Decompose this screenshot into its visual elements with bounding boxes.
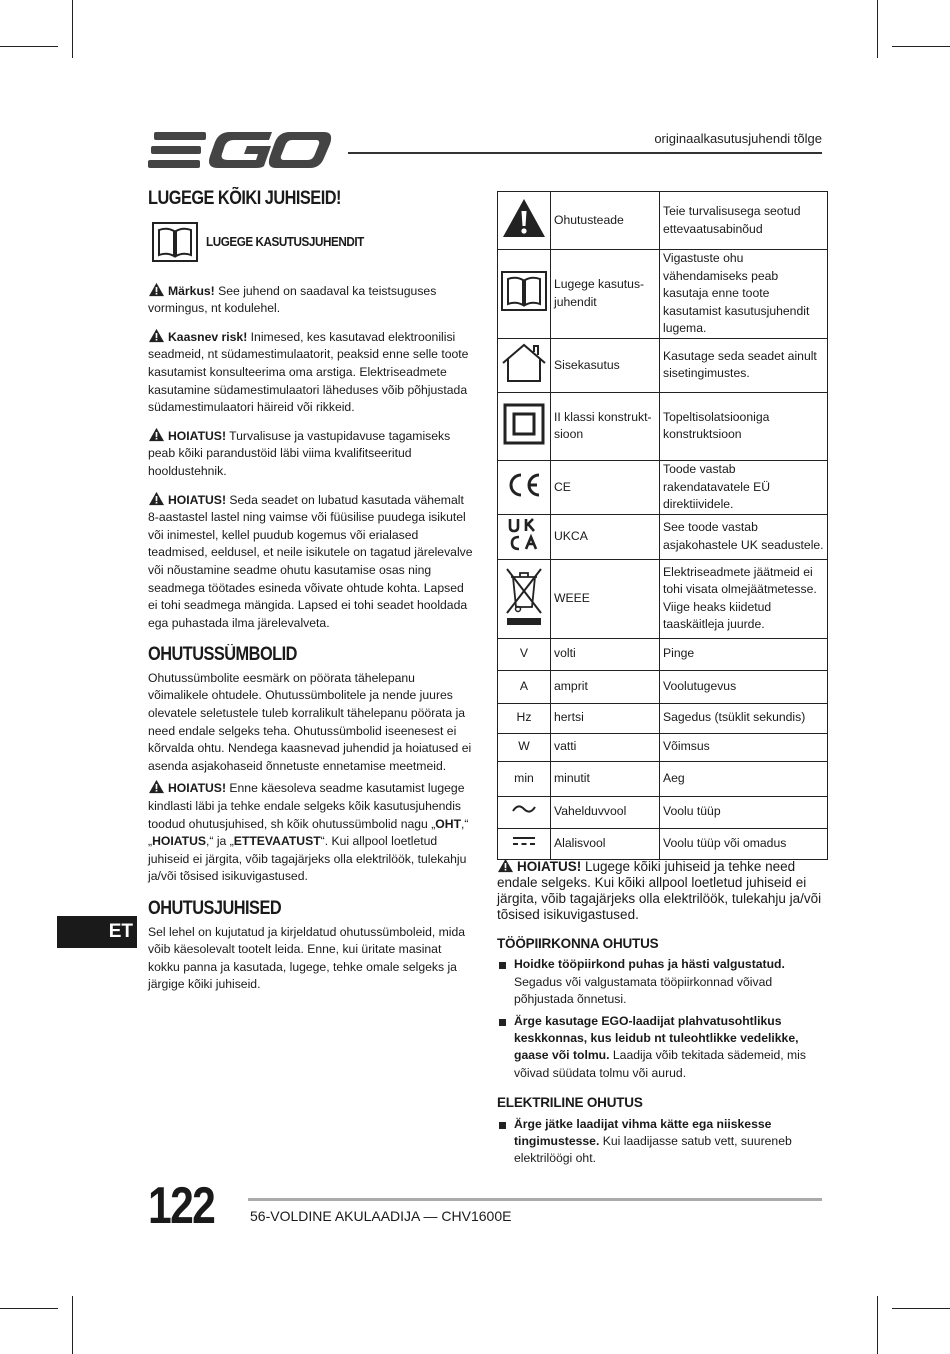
symbol-name: WEEE — [551, 559, 660, 638]
unit-symbol: V — [498, 638, 551, 670]
crop-mark — [72, 1296, 73, 1354]
ukca-icon — [506, 517, 542, 551]
warning-text: Seda seadet on lubatud kasutada vähemalt 8-aastastel lastel ning vaimse või füüsilise puudega isikutel või inimestel, kellel puudub kogemus või erialased teadmised, eeldusel, et neile isikutele on tagatud järelevalve või nõustamine seadme ohutu kasutamise osas ning seadmega töötades esineda võivate ohtude kohta. Lapsed ei tohi seadmega mängida. Lapsed ei tohi seadet hooldada ega puhastada ilma järelevalveta. — [148, 492, 473, 630]
symbol-desc: Pinge — [660, 638, 828, 670]
table-row — [498, 338, 828, 392]
symbol-name: Alalisvool — [551, 828, 660, 859]
icon-cell — [498, 796, 551, 828]
crop-mark — [877, 0, 878, 58]
note-text: See juhend on saadaval ka teistsuguses vormingus, nt kodulehel. — [148, 283, 437, 316]
symbol-desc: See toode vastab asjakohastele UK seadustele. — [660, 514, 828, 559]
symbol-desc: Voolutugevus — [660, 670, 828, 703]
instructions-paragraph: Sel lehel on kujutatud ja kirjeldatud ohutussümboleid, mida võib käesolevalt tootelt leida. Enne, kui üritate masinat kokku panna ja kasutada, lugege, tehke omale selgeks ja järgige kõiki juhiseid. — [148, 924, 466, 992]
symbol-name: Vahelduvvool — [551, 796, 660, 828]
manual-icon — [501, 271, 547, 311]
symbol-name: CE — [551, 460, 660, 514]
symbol-desc: Vigastuste ohu vähendamiseks peab kasutaja enne toote kasutamist kasutusjuhendit lugema. — [660, 250, 828, 339]
icon-cell — [498, 828, 551, 859]
read-all-title: LUGEGE KÕIKI JUHISEID! — [148, 188, 341, 209]
oht-term: OHT — [435, 816, 462, 831]
warning-paragraph-2 — [148, 491, 476, 633]
dc-icon — [512, 835, 536, 847]
header-subtitle: originaalkasutusjuhendi tõlge — [654, 131, 822, 146]
warning-text: Lugege kõiki juhiseid ja tehke need endale selgeks. Kui kõiki allpool loetletud juhiseid ei järgita, võib tagajärjeks olla elektrilöök, tulekahju ja/või tõsised isikuvigastused. — [497, 859, 822, 922]
symbols-title: OHUTUSSÜMBOLID — [148, 644, 297, 666]
icon-cell — [498, 559, 551, 638]
page-number: 122 — [148, 1177, 215, 1235]
work-area-title: TÖÖPIIRKONNA OHUTUS — [497, 936, 659, 951]
warning-bold: HOIATUS! — [168, 492, 226, 507]
icon-cell — [498, 514, 551, 559]
warning-paragraph-1 — [148, 427, 476, 481]
warning-text: Enne käesoleva seadme kasutamist lugege kindlasti läbi ja tehke endale selgeks kõik kasutusjuhendis toodud ohutusjuhised, sh kõik ohutussümbolid nagu „ — [148, 781, 465, 831]
table-row — [498, 796, 828, 828]
symbol-name: amprit — [551, 670, 660, 703]
separator: ,“ „ — [148, 816, 469, 849]
icon-cell — [498, 392, 551, 460]
warning-text: “. Kui allpool loetletud juhiseid ei järgita, võib tagajärjeks olla elektrilöök, tulekahju ja/või tõsised isikuvigastused. — [148, 834, 467, 884]
crop-mark — [892, 46, 950, 47]
risk-paragraph — [148, 328, 476, 417]
table-row — [498, 460, 828, 514]
unit-symbol: min — [498, 761, 551, 796]
ac-icon — [511, 802, 537, 816]
symbol-name: hertsi — [551, 703, 660, 733]
footer-rule — [248, 1198, 822, 1201]
warning-icon — [497, 858, 514, 873]
bullet — [499, 1019, 506, 1026]
table-row — [498, 514, 828, 559]
symbol-desc: Elektriseadmete jäätmeid ei tohi visata olmejäätmetesse. Viige heaks kiidetud taaskäitleja juurde. — [660, 559, 828, 638]
table-row — [498, 828, 828, 859]
item-bold: Ärge kasutage EGO-laadijat plahvatusohtlikus keskkonnas, kus leidub nt tuleohtlikke vedelikke, gaase või tolmu. — [514, 1013, 799, 1063]
warning-icon — [148, 427, 165, 442]
crop-mark — [877, 1296, 878, 1354]
class2-icon — [503, 403, 545, 445]
item-bold: Ärge jätke laadijat vihma kätte ega niiskesse tingimustesse. — [514, 1116, 772, 1149]
symbol-desc: Aeg — [660, 761, 828, 796]
item-text: Laadija võib tekitada sädemeid, mis võivad süüdata tolmu või aurud. — [514, 1048, 806, 1080]
symbol-name: vatti — [551, 733, 660, 761]
symbol-desc: Teie turvalisusega seotud ettevaatusabinõud — [660, 192, 828, 250]
item-text: Kui laadijasse satub vett, suureneb elektrilöögi oht. — [514, 1134, 792, 1166]
left-column — [148, 190, 476, 1004]
weee-icon — [503, 565, 545, 627]
symbol-desc: Topeltisolatsiooniga konstruktsioon — [660, 392, 828, 460]
warning-paragraph-3 — [148, 779, 476, 886]
ce-icon — [506, 472, 542, 498]
crop-mark — [72, 0, 73, 58]
ego-logo — [148, 128, 332, 172]
table-row — [498, 250, 828, 339]
note-paragraph — [148, 282, 476, 318]
symbol-name: Sisekasutus — [551, 338, 660, 392]
list-item — [497, 956, 828, 1008]
house-icon — [500, 342, 548, 384]
unit-symbol: Hz — [498, 703, 551, 733]
risk-bold: Kaasnev risk! — [168, 329, 248, 344]
symbols-paragraph: Ohutussümbolite eesmärk on pöörata tähelepanu võimalikele ohtudele. Ohutussümbolitele ja nende juures olevatele seletustele tuleb korralikult tähelepanu pöörata ja need endale selgeks teha. Ohutussümbolid iseenesest ei kõrvalda ohtu. Nendega kaasnevad juhendid ja hoiatused ei asenda asjakohaseid õnnetuste ennetamise meetmeid. — [148, 670, 472, 773]
icon-cell — [498, 338, 551, 392]
separator: ,“ ja „ — [206, 834, 234, 849]
symbol-name: Lugege kasutus-juhendit — [551, 250, 660, 339]
hoiatus-term: HOIATUS — [152, 834, 207, 849]
electrical-title: ELEKTRILINE OHUTUS — [497, 1095, 643, 1111]
manual-label: LUGEGE KASUTUSJUHENDIT — [206, 233, 364, 249]
crop-mark — [0, 46, 58, 47]
bullet — [499, 962, 506, 969]
unit-symbol: A — [498, 670, 551, 703]
symbol-desc: Toode vastab rakendatavatele EÜ direktiividele. — [660, 460, 828, 514]
symbol-desc: Võimsus — [660, 733, 828, 761]
symbol-desc: Sagedus (tsüklit sekundis) — [660, 703, 828, 733]
list-item — [497, 1116, 828, 1168]
note-bold: Märkus! — [168, 283, 215, 298]
symbol-name: minutit — [551, 761, 660, 796]
footer-product: 56-VOLDINE AKULAADIJA — CHV1600E — [250, 1208, 512, 1224]
bullet — [499, 1122, 506, 1129]
table-row — [498, 192, 828, 250]
warning-icon — [148, 282, 165, 297]
warning-bold: HOIATUS! — [168, 781, 226, 796]
crop-mark — [0, 1308, 58, 1309]
risk-text: Inimesed, kes kasutavad elektroonilisi seadmeid, nt südamestimulaatorit, peaksid enne selle toote kasutamist konsulteerima oma arstiga. Elektriseadmete kasutamine südamestimulaatori läheduses võib põhjustada südamestimulaatori häireid või rikkeid. — [148, 329, 469, 415]
symbol-name: volti — [551, 638, 660, 670]
warning-bold: HOIATUS! — [517, 859, 582, 874]
symbol-name: UKCA — [551, 514, 660, 559]
manual-row — [152, 222, 476, 262]
ettevaatust-term: ETTEVAATUST — [233, 834, 321, 849]
right-warning-paragraph — [497, 858, 828, 923]
list-item — [497, 1013, 828, 1083]
table-row — [498, 638, 828, 670]
warning-icon — [501, 197, 547, 239]
symbol-name: II klassi konstrukt-sioon — [551, 392, 660, 460]
table-row — [498, 392, 828, 460]
table-row — [498, 761, 828, 796]
symbol-name: Ohutusteade — [551, 192, 660, 250]
manual-icon — [152, 222, 198, 262]
warning-icon — [148, 491, 165, 506]
warning-text: Turvalisuse ja vastupidavuse tagamiseks peab kõiki parandustöid läbi viima kvalifitseeritud hooldustehnik. — [148, 428, 451, 478]
table-row — [498, 733, 828, 761]
unit-symbol: W — [498, 733, 551, 761]
language-tab: ET — [57, 916, 137, 948]
header-rule — [348, 152, 822, 154]
item-bold: Hoidke tööpiirkond puhas ja hästi valgustatud. — [514, 957, 785, 972]
icon-cell — [498, 250, 551, 339]
icon-cell — [498, 460, 551, 514]
symbol-desc: Voolu tüüp või omadus — [660, 828, 828, 859]
item-text: Segadus või valgustamata tööpiirkonnad võivad põhjustada õnnetusi. — [514, 974, 773, 1007]
symbol-desc: Voolu tüüp — [660, 796, 828, 828]
symbol-table — [497, 191, 828, 860]
warning-bold: HOIATUS! — [168, 428, 226, 443]
warning-icon — [148, 779, 165, 794]
warning-icon — [148, 328, 165, 343]
symbol-desc: Kasutage seda seadet ainult sisetingimustes. — [660, 338, 828, 392]
right-column — [497, 858, 828, 1172]
crop-mark — [892, 1308, 950, 1309]
table-row — [498, 670, 828, 703]
table-row — [498, 703, 828, 733]
table-row — [498, 559, 828, 638]
instructions-title: OHUTUSJUHISED — [148, 898, 282, 919]
icon-cell — [498, 192, 551, 250]
